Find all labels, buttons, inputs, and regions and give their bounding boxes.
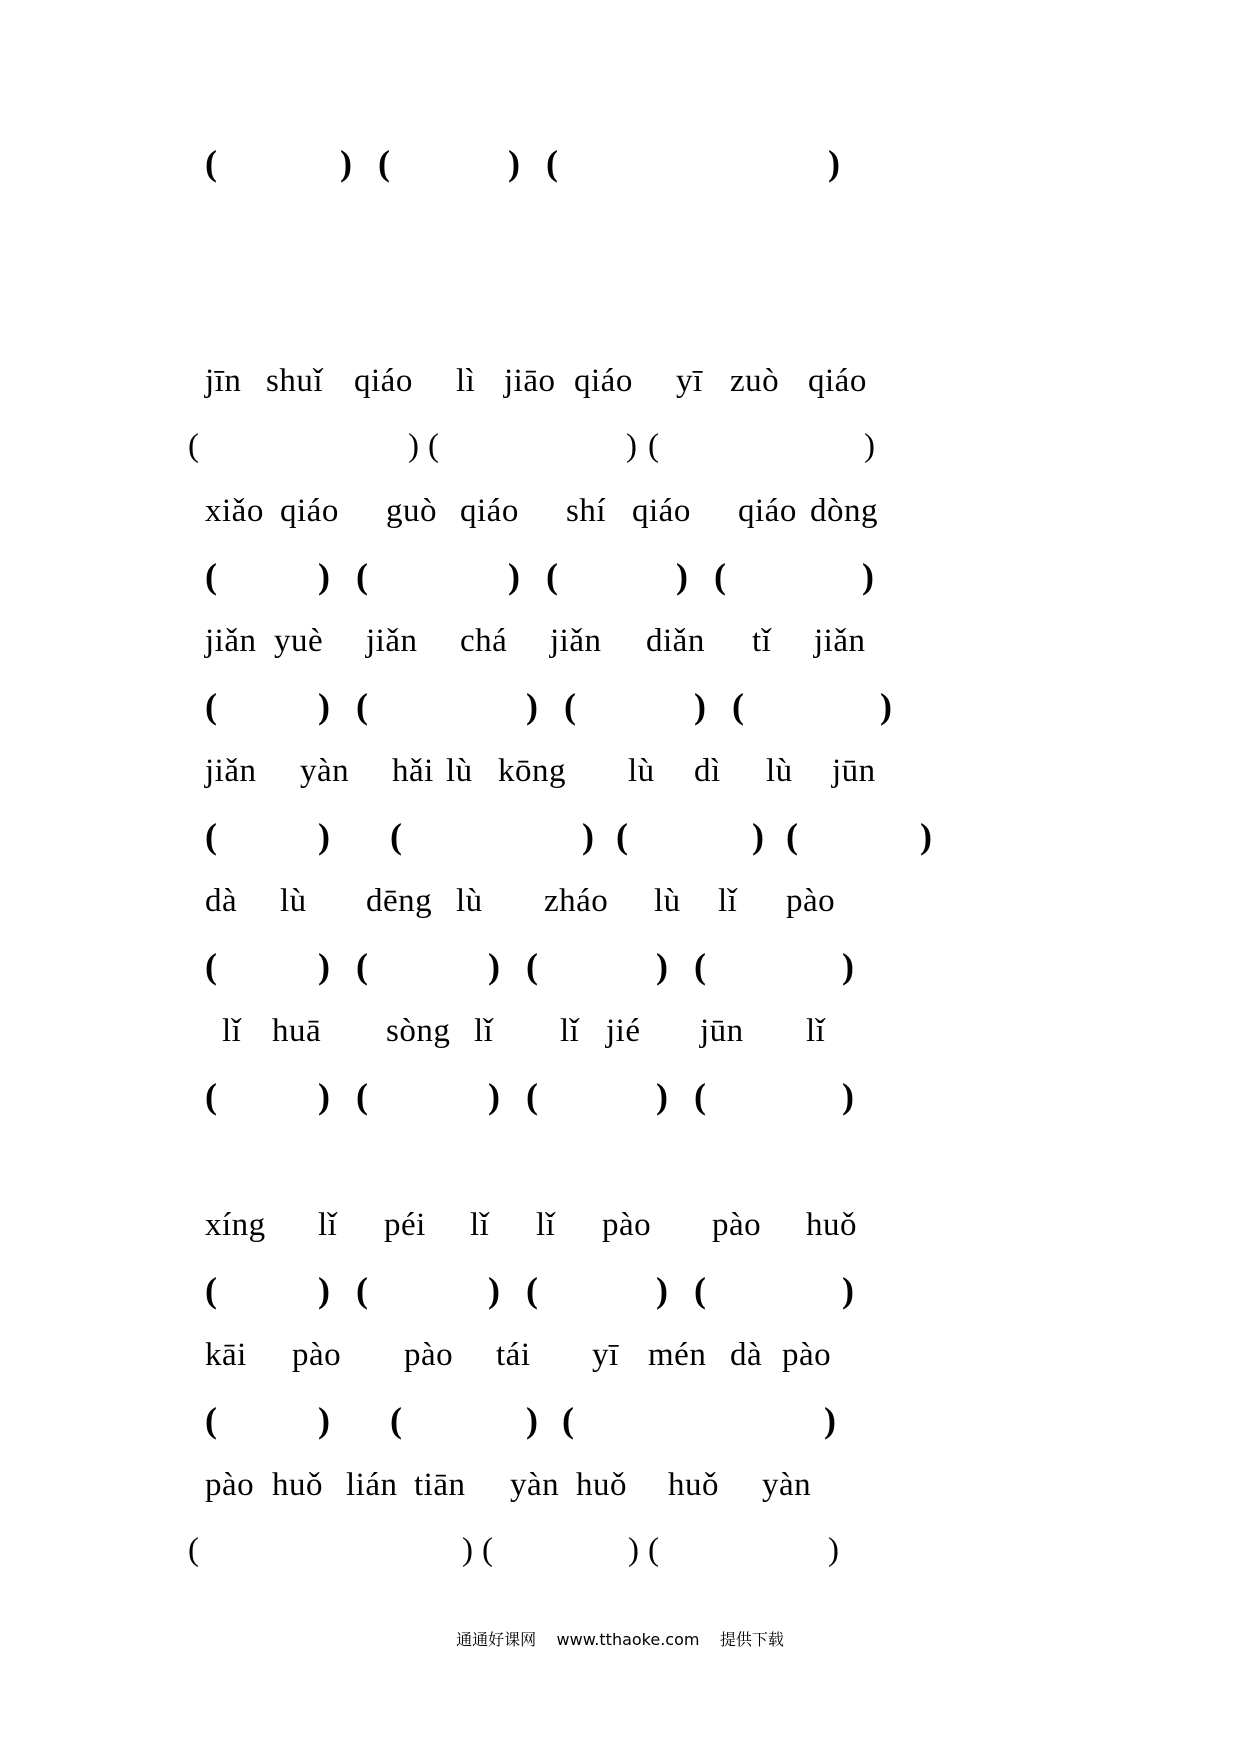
close-paren: ): [488, 1076, 500, 1116]
close-paren: ): [828, 143, 840, 183]
close-paren: ): [488, 1270, 500, 1310]
pinyin-row: [0, 746, 1240, 796]
pinyin-row: [0, 1200, 1240, 1250]
open-paren: (: [205, 816, 217, 856]
pinyin-syllable: lì: [456, 363, 476, 399]
pinyin-row: [0, 1330, 1240, 1380]
footer-site-name: 通通好课网: [456, 1630, 537, 1649]
answer-row: [0, 1395, 1240, 1445]
pinyin-syllable: jiǎn: [205, 623, 257, 659]
close-paren: ): [842, 1076, 854, 1116]
close-paren: ): [676, 556, 688, 596]
pinyin-syllable: dà: [730, 1337, 763, 1373]
open-paren: (: [526, 1270, 538, 1310]
close-paren: ): [408, 428, 419, 464]
pinyin-syllable: tiān: [414, 1467, 466, 1503]
pinyin-syllable: zháo: [544, 883, 609, 919]
pinyin-syllable: jūn: [700, 1013, 744, 1049]
answer-row: [0, 811, 1240, 861]
close-paren: ): [318, 556, 330, 596]
pinyin-syllable: lǐ: [718, 883, 738, 919]
pinyin-syllable: pào: [292, 1337, 342, 1373]
pinyin-syllable: pào: [782, 1337, 832, 1373]
pinyin-syllable: pào: [712, 1207, 762, 1243]
pinyin-syllable: xíng: [205, 1207, 266, 1243]
close-paren: ): [318, 816, 330, 856]
close-paren: ): [318, 1270, 330, 1310]
pinyin-syllable: lǐ: [806, 1013, 826, 1049]
pinyin-syllable: lù: [766, 753, 793, 789]
pinyin-syllable: péi: [384, 1207, 426, 1243]
pinyin-syllable: qiáo: [738, 493, 797, 529]
answer-row: [0, 551, 1240, 601]
open-paren: (: [786, 816, 798, 856]
pinyin-row: [0, 1460, 1240, 1510]
pinyin-syllable: yàn: [300, 753, 350, 789]
open-paren: (: [648, 428, 659, 464]
close-paren: ): [462, 1532, 473, 1568]
open-paren: (: [188, 1532, 199, 1568]
close-paren: ): [920, 816, 932, 856]
pinyin-row: [0, 356, 1240, 406]
pinyin-row: [0, 1006, 1240, 1056]
open-paren: (: [205, 1270, 217, 1310]
pinyin-row: [0, 486, 1240, 536]
close-paren: ): [842, 946, 854, 986]
open-paren: (: [428, 428, 439, 464]
close-paren: ): [318, 1400, 330, 1440]
close-paren: ): [862, 556, 874, 596]
close-paren: ): [318, 946, 330, 986]
close-paren: ): [318, 686, 330, 726]
pinyin-syllable: yī: [592, 1337, 619, 1373]
open-paren: (: [546, 556, 558, 596]
close-paren: ): [656, 1076, 668, 1116]
open-paren: (: [188, 428, 199, 464]
footer-suffix: 提供下载: [719, 1630, 784, 1649]
close-paren: ): [824, 1400, 836, 1440]
open-paren: (: [356, 1270, 368, 1310]
open-paren: (: [648, 1532, 659, 1568]
pinyin-syllable: dòng: [810, 493, 878, 529]
open-paren: (: [482, 1532, 493, 1568]
answer-row: [0, 421, 1240, 471]
pinyin-syllable: huǒ: [272, 1467, 323, 1503]
pinyin-syllable: kōng: [498, 753, 566, 789]
answer-row: [0, 1071, 1240, 1121]
open-paren: (: [205, 1400, 217, 1440]
pinyin-syllable: jié: [606, 1013, 641, 1049]
pinyin-syllable: lǐ: [470, 1207, 490, 1243]
pinyin-row: [0, 876, 1240, 926]
open-paren: (: [732, 686, 744, 726]
close-paren: ): [864, 428, 875, 464]
pinyin-syllable: yī: [676, 363, 703, 399]
open-paren: (: [205, 143, 217, 183]
close-paren: ): [318, 1076, 330, 1116]
pinyin-syllable: qiáo: [280, 493, 339, 529]
pinyin-syllable: zuò: [730, 363, 780, 399]
open-paren: (: [694, 1270, 706, 1310]
answer-row: [0, 1265, 1240, 1315]
pinyin-syllable: lǐ: [318, 1207, 338, 1243]
pinyin-syllable: huā: [272, 1013, 322, 1049]
pinyin-syllable: lù: [654, 883, 681, 919]
close-paren: ): [582, 816, 594, 856]
answer-row: [0, 1525, 1240, 1575]
close-paren: ): [626, 428, 637, 464]
open-paren: (: [390, 816, 402, 856]
pinyin-syllable: jiǎn: [550, 623, 602, 659]
pinyin-syllable: dà: [205, 883, 238, 919]
pinyin-syllable: diǎn: [646, 623, 705, 659]
open-paren: (: [205, 686, 217, 726]
pinyin-row: [0, 616, 1240, 666]
pinyin-syllable: jiāo: [504, 363, 556, 399]
close-paren: ): [752, 816, 764, 856]
pinyin-syllable: qiáo: [354, 363, 413, 399]
pinyin-syllable: chá: [460, 623, 508, 659]
answer-row: [0, 941, 1240, 991]
open-paren: (: [564, 686, 576, 726]
open-paren: (: [378, 143, 390, 183]
open-paren: (: [526, 946, 538, 986]
pinyin-syllable: lù: [280, 883, 307, 919]
pinyin-syllable: huǒ: [806, 1207, 857, 1243]
open-paren: (: [356, 556, 368, 596]
close-paren: ): [880, 686, 892, 726]
pinyin-syllable: qiáo: [574, 363, 633, 399]
open-paren: (: [616, 816, 628, 856]
open-paren: (: [694, 1076, 706, 1116]
pinyin-syllable: lǐ: [560, 1013, 580, 1049]
open-paren: (: [714, 556, 726, 596]
open-paren: (: [356, 946, 368, 986]
pinyin-syllable: sòng: [386, 1013, 451, 1049]
pinyin-syllable: lǐ: [536, 1207, 556, 1243]
pinyin-syllable: qiáo: [632, 493, 691, 529]
open-paren: (: [205, 946, 217, 986]
footer-url-link[interactable]: www.tthaoke.com: [556, 1630, 700, 1649]
open-paren: (: [694, 946, 706, 986]
pinyin-syllable: shuǐ: [266, 363, 324, 399]
open-paren: (: [356, 1076, 368, 1116]
pinyin-syllable: xiǎo: [205, 493, 264, 529]
close-paren: ): [694, 686, 706, 726]
pinyin-syllable: mén: [648, 1337, 707, 1373]
pinyin-syllable: jiǎn: [205, 753, 257, 789]
pinyin-syllable: tái: [496, 1337, 531, 1373]
close-paren: ): [526, 1400, 538, 1440]
pinyin-syllable: tǐ: [752, 623, 772, 659]
pinyin-syllable: pào: [786, 883, 836, 919]
pinyin-syllable: lù: [446, 753, 473, 789]
open-paren: (: [205, 556, 217, 596]
pinyin-syllable: lián: [346, 1467, 398, 1503]
pinyin-syllable: huǒ: [576, 1467, 627, 1503]
pinyin-syllable: dì: [694, 753, 721, 789]
pinyin-syllable: jiǎn: [366, 623, 418, 659]
close-paren: ): [656, 1270, 668, 1310]
close-paren: ): [842, 1270, 854, 1310]
close-paren: ): [628, 1532, 639, 1568]
pinyin-syllable: huǒ: [668, 1467, 719, 1503]
pinyin-syllable: lǐ: [474, 1013, 494, 1049]
pinyin-syllable: yàn: [510, 1467, 560, 1503]
close-paren: ): [828, 1532, 839, 1568]
pinyin-syllable: hǎi: [392, 753, 434, 789]
pinyin-syllable: pào: [205, 1467, 255, 1503]
open-paren: (: [526, 1076, 538, 1116]
answer-row: [0, 138, 1240, 188]
page-footer: [0, 1628, 1240, 1652]
answer-row: [0, 681, 1240, 731]
pinyin-syllable: jūn: [832, 753, 876, 789]
pinyin-syllable: yàn: [762, 1467, 812, 1503]
pinyin-syllable: lù: [456, 883, 483, 919]
pinyin-syllable: guò: [386, 493, 437, 529]
open-paren: (: [546, 143, 558, 183]
pinyin-syllable: pào: [602, 1207, 652, 1243]
close-paren: ): [656, 946, 668, 986]
pinyin-syllable: lǐ: [222, 1013, 242, 1049]
open-paren: (: [356, 686, 368, 726]
pinyin-syllable: kāi: [205, 1337, 247, 1373]
close-paren: ): [340, 143, 352, 183]
close-paren: ): [508, 556, 520, 596]
pinyin-syllable: jīn: [205, 363, 242, 399]
close-paren: ): [526, 686, 538, 726]
pinyin-syllable: shí: [566, 493, 607, 529]
open-paren: (: [205, 1076, 217, 1116]
pinyin-syllable: lù: [628, 753, 655, 789]
open-paren: (: [562, 1400, 574, 1440]
pinyin-syllable: jiǎn: [814, 623, 866, 659]
pinyin-syllable: dēng: [366, 883, 433, 919]
pinyin-syllable: pào: [404, 1337, 454, 1373]
close-paren: ): [488, 946, 500, 986]
open-paren: (: [390, 1400, 402, 1440]
pinyin-syllable: qiáo: [808, 363, 867, 399]
pinyin-syllable: yuè: [274, 623, 324, 659]
pinyin-syllable: qiáo: [460, 493, 519, 529]
close-paren: ): [508, 143, 520, 183]
